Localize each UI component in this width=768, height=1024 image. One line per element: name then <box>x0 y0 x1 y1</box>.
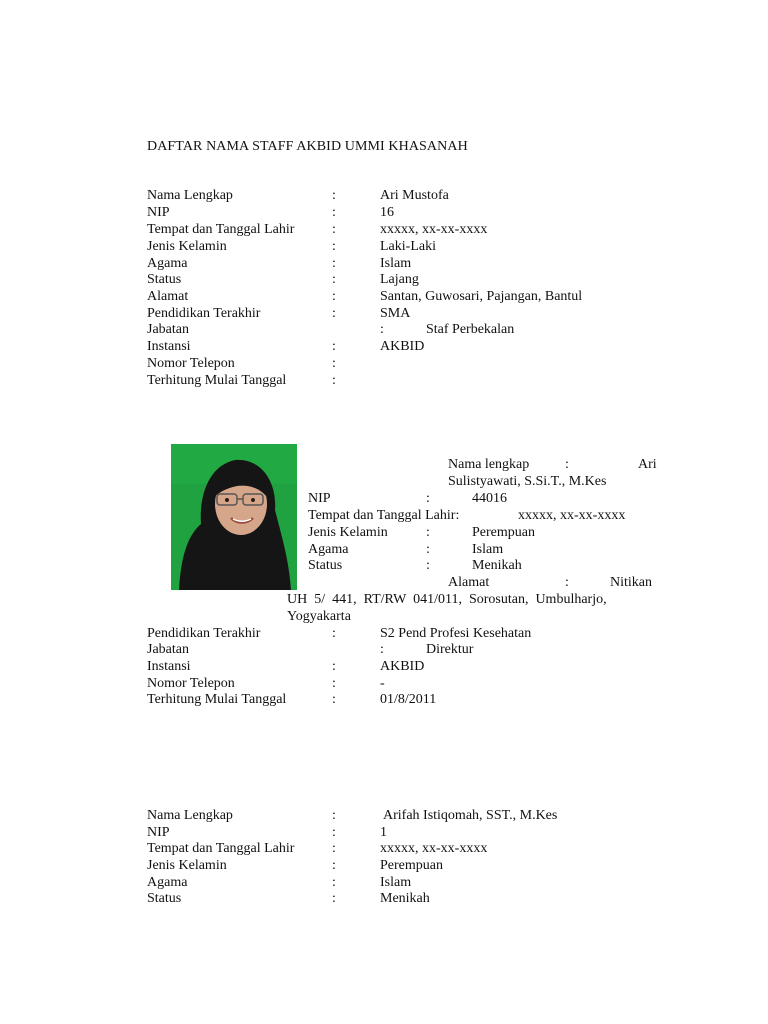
value-pendidikan: S2 Pend Profesi Kesehatan <box>380 626 532 641</box>
colon: : <box>426 558 430 573</box>
colon: : <box>426 542 430 557</box>
colon: : <box>332 188 336 203</box>
colon: : <box>332 808 336 823</box>
label-jenis-kelamin: Jenis Kelamin <box>308 525 388 540</box>
colon: : <box>332 272 336 287</box>
value-jenis-kelamin: Perempuan <box>472 525 535 540</box>
label-instansi: Instansi <box>147 659 191 674</box>
value-instansi: AKBID <box>380 659 425 674</box>
value-nip: 16 <box>380 205 394 220</box>
label-jenis-kelamin: Jenis Kelamin <box>147 239 227 254</box>
value-alamat-part3: Yogyakarta <box>287 609 351 624</box>
label-tmt: Terhitung Mulai Tanggal <box>147 692 287 707</box>
colon: : <box>380 642 384 657</box>
value-agama: Islam <box>380 256 412 271</box>
colon: : <box>332 239 336 254</box>
colon: : <box>332 676 336 691</box>
value-nama-part1: Ari <box>638 457 657 472</box>
value-alamat-part1: Nitikan <box>610 575 652 590</box>
colon: : <box>426 525 430 540</box>
value-jenis-kelamin: Perempuan <box>380 858 443 873</box>
value-jabatan: Staf Perbekalan <box>426 322 515 337</box>
label-jabatan: Jabatan <box>147 322 189 337</box>
value-nama-lengkap: Arifah Istiqomah, SST., M.Kes <box>383 808 558 823</box>
colon: : <box>332 841 336 856</box>
value-jabatan: Direktur <box>426 642 474 657</box>
label-nip: NIP <box>147 205 170 220</box>
value-pendidikan: SMA <box>380 306 411 321</box>
value-ttl: xxxxx, xx-xx-xxxx <box>518 508 626 523</box>
colon: : <box>332 891 336 906</box>
value-jenis-kelamin: Laki-Laki <box>380 239 436 254</box>
value-status: Menikah <box>380 891 430 906</box>
colon: : <box>565 575 569 590</box>
colon: : <box>332 256 336 271</box>
value-nomor-telepon: - <box>380 676 385 691</box>
colon: : <box>332 205 336 220</box>
label-jenis-kelamin: Jenis Kelamin <box>147 858 227 873</box>
label-alamat: Alamat <box>448 575 490 590</box>
label-alamat: Alamat <box>147 289 189 304</box>
value-status: Menikah <box>472 558 522 573</box>
value-alamat-part2: UH 5/ 441, RT/RW 041/011, Sorosutan, Umbulharjo, <box>287 592 607 607</box>
value-alamat: Santan, Guwosari, Pajangan, Bantul <box>380 289 583 304</box>
value-agama: Islam <box>380 875 412 890</box>
colon: : <box>332 373 336 388</box>
value-ttl: xxxxx, xx-xx-xxxx <box>380 222 488 237</box>
colon: : <box>332 659 336 674</box>
colon: : <box>565 457 569 472</box>
value-status: Lajang <box>380 272 419 287</box>
value-instansi: AKBID <box>380 339 425 354</box>
colon: : <box>332 339 336 354</box>
label-ttl: Tempat dan Tanggal Lahir <box>147 222 295 237</box>
value-nama-lengkap: Ari Mustofa <box>380 188 449 203</box>
label-instansi: Instansi <box>147 339 191 354</box>
label-nama-lengkap: Nama Lengkap <box>147 188 233 203</box>
label-nomor-telepon: Nomor Telepon <box>147 356 235 371</box>
label-status: Status <box>308 558 343 573</box>
document-title: DAFTAR NAMA STAFF AKBID UMMI KHASANAH <box>147 139 468 154</box>
colon: : <box>332 306 336 321</box>
value-nama-part2: Sulistyawati, S.Si.T., M.Kes <box>448 474 607 489</box>
value-ttl: xxxxx, xx-xx-xxxx <box>380 841 488 856</box>
value-nip: 44016 <box>472 491 507 506</box>
colon: : <box>426 491 430 506</box>
label-nama-lengkap: Nama Lengkap <box>147 808 233 823</box>
label-agama: Agama <box>308 542 349 557</box>
staff-photo <box>171 444 297 590</box>
label-pendidikan: Pendidikan Terakhir <box>147 306 261 321</box>
label-agama: Agama <box>147 875 188 890</box>
portrait-image <box>171 444 297 590</box>
label-nip: NIP <box>147 825 170 840</box>
label-pendidikan: Pendidikan Terakhir <box>147 626 261 641</box>
label-nama-lengkap: Nama lengkap <box>448 457 530 472</box>
colon: : <box>332 289 336 304</box>
label-ttl: Tempat dan Tanggal Lahir: <box>308 508 460 523</box>
colon: : <box>332 222 336 237</box>
label-ttl: Tempat dan Tanggal Lahir <box>147 841 295 856</box>
label-status: Status <box>147 891 182 906</box>
colon: : <box>332 692 336 707</box>
value-nip: 1 <box>380 825 387 840</box>
label-tmt: Terhitung Mulai Tanggal <box>147 373 287 388</box>
colon: : <box>332 875 336 890</box>
colon: : <box>332 858 336 873</box>
colon: : <box>332 356 336 371</box>
label-nomor-telepon: Nomor Telepon <box>147 676 235 691</box>
label-nip: NIP <box>308 491 331 506</box>
label-agama: Agama <box>147 256 188 271</box>
colon: : <box>332 626 336 641</box>
colon: : <box>332 825 336 840</box>
colon: : <box>380 322 384 337</box>
label-jabatan: Jabatan <box>147 642 189 657</box>
label-status: Status <box>147 272 182 287</box>
value-agama: Islam <box>472 542 504 557</box>
value-tmt: 01/8/2011 <box>380 692 437 707</box>
